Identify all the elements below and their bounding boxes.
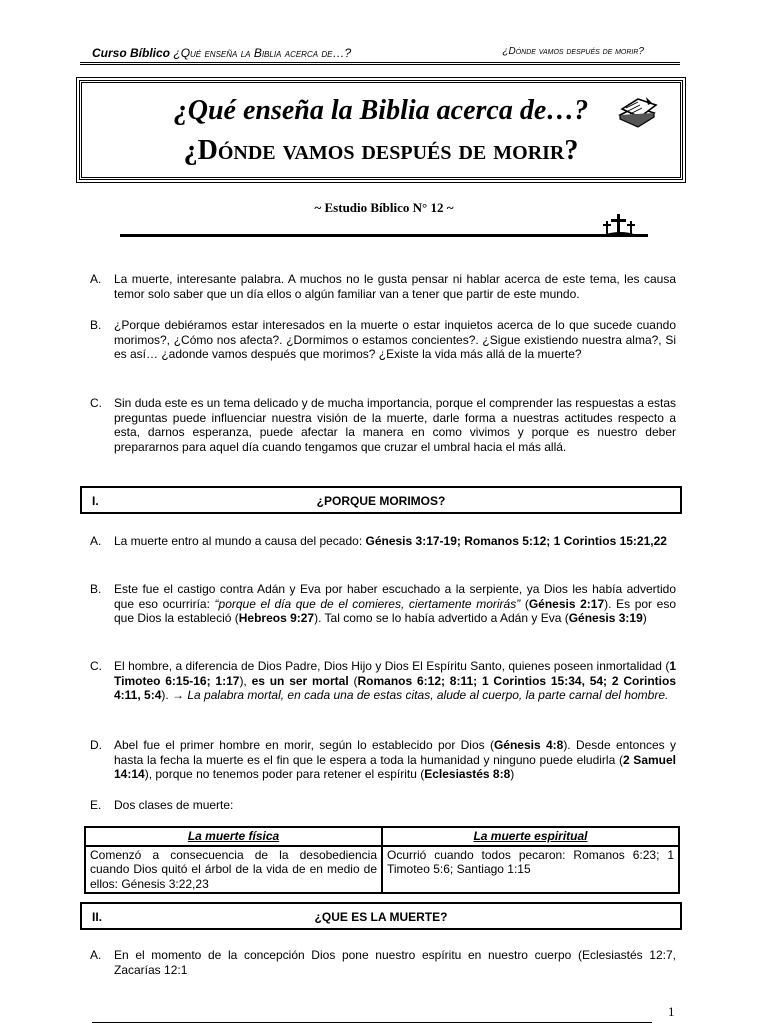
quote: “porque el día que de el comieres, ciertamente morirás” bbox=[214, 596, 521, 611]
item-text bbox=[114, 659, 676, 703]
table-cell-spiritual: Ocurrió cuando todos pecaron: Romanos 6:23; 1 Timoteo 5:6; Santiago 1:15 bbox=[382, 846, 679, 894]
header-course bbox=[92, 46, 351, 60]
table-header-spiritual: La muerte espiritual bbox=[382, 827, 679, 846]
item-text bbox=[114, 582, 676, 626]
section1-item-d bbox=[90, 738, 676, 782]
intro-item-a bbox=[90, 272, 676, 301]
item-marker: B. bbox=[90, 318, 102, 332]
intro-item-c bbox=[90, 396, 676, 454]
running-header bbox=[80, 44, 680, 63]
table-cell-physical: Comenzó a consecuencia de la desobediencia cuando Dios quitó el árbol de la vida de en medio de ellos: Génesis 3:22,23 bbox=[85, 846, 382, 894]
item-marker: C. bbox=[90, 659, 102, 673]
section-heading-1 bbox=[80, 486, 682, 514]
scripture-reference: Eclesiastés 8:8 bbox=[424, 767, 511, 782]
header-course-title: ¿Qué enseña la Biblia acerca de…? bbox=[173, 46, 352, 60]
scripture-reference: 2 Samuel 14:14 bbox=[114, 752, 676, 782]
scripture-reference: Génesis 3:17-19; Romanos 5:12; 1 Corintios 15:21,22 bbox=[365, 534, 667, 548]
text-run: ). Es por eso que Dios la estableció ( bbox=[114, 596, 677, 626]
section2-item-a bbox=[90, 948, 676, 977]
scripture-reference: Génesis 2:17 bbox=[528, 596, 605, 611]
section1-item-b bbox=[90, 582, 676, 626]
item-marker: E. bbox=[90, 798, 102, 812]
header-topic: ¿Dónde vamos después de morir? bbox=[502, 46, 644, 57]
section-number: II. bbox=[92, 910, 103, 924]
scripture-reference: Romanos 6:12; 8:11; 1 Corintios 15:34, 54; 2 Corintios 4:11, 5:4 bbox=[114, 673, 676, 703]
section-heading-2 bbox=[80, 902, 682, 930]
text-run: ), bbox=[239, 673, 252, 688]
three-crosses-icon bbox=[600, 212, 640, 236]
item-text: En el momento de la concepción Dios pone nuestro espíritu en nuestro cuerpo (Eclesiastés 12:7, Zacarías 12:1 bbox=[114, 948, 676, 977]
scripture-reference: Génesis 3:19 bbox=[568, 611, 643, 626]
item-marker: A. bbox=[90, 948, 102, 962]
header-course-label: Curso Bíblico bbox=[92, 46, 171, 60]
text-run: Abel fue el primer hombre en morir, según lo establecido por Dios ( bbox=[114, 738, 494, 752]
section-title: ¿PORQUE MORIMOS? bbox=[316, 494, 446, 508]
text-run: ( bbox=[348, 673, 358, 688]
header-rule bbox=[80, 64, 680, 65]
table-row bbox=[85, 846, 679, 894]
text-run: La muerte entro al mundo a causa del pecado: bbox=[114, 534, 366, 548]
section-number: I. bbox=[92, 494, 99, 508]
item-marker: A. bbox=[90, 272, 102, 286]
death-types-table bbox=[84, 826, 680, 894]
text-run: ), porque no tenemos poder para retener el espíritu ( bbox=[144, 767, 425, 782]
study-number: ~ Estudio Bíblico N° 12 ~ bbox=[314, 200, 454, 215]
footer-rule bbox=[92, 1022, 652, 1023]
item-text: La muerte, interesante palabra. A muchos no le gusta pensar ni hablar acerca de este tema, les causa temor solo saber que un día ellos o algún familiar van a tener que partir de este mundo. bbox=[114, 272, 676, 301]
item-text bbox=[114, 534, 676, 549]
text-run: El hombre, a diferencia de Dios Padre, Dios Hijo y Dios El Espíritu Santo, quienes poseen inmortalidad ( bbox=[114, 659, 670, 673]
item-text: Dos clases de muerte: bbox=[114, 798, 234, 812]
scripture-reference: Génesis 4:8 bbox=[493, 738, 564, 752]
table-header-physical: La muerte física bbox=[85, 827, 382, 846]
emphasis: es un ser mortal bbox=[251, 673, 349, 688]
intro-item-b bbox=[90, 318, 676, 362]
item-text: ¿Porque debiéramos estar interesados en la muerte o estar inquietos acerca de lo que sucede cuando morimos?, ¿Cómo nos afecta?. ¿Dormimos o estamos concientes?. ¿Sigue existiendo nuestra alma?, Si es así… ¿adonde vamos después que morimos? ¿Existe la vida más allá de la muerte? bbox=[114, 318, 676, 362]
text-run: ). Tal como se lo había advertido a Adán y Eva ( bbox=[314, 611, 569, 626]
text-run: ). Desde entonces y hasta la fecha la muerte es el fin que le espera a toda la humanidad y ninguno puede eludirla ( bbox=[114, 738, 676, 767]
page-number: 1 bbox=[668, 1004, 675, 1019]
text-run: ) bbox=[510, 767, 515, 782]
note: La palabra mortal, en cada una de estas citas, alude al cuerpo, la parte carnal del hombre. bbox=[187, 688, 669, 703]
title-box bbox=[79, 80, 683, 180]
item-marker: D. bbox=[90, 738, 102, 752]
open-book-icon bbox=[616, 93, 660, 133]
text-run: Este fue el castigo contra Adán y Eva por haber escuchado a la serpiente, ya Dios les había advertido que eso ocurriría: bbox=[114, 582, 676, 611]
item-marker: C. bbox=[90, 396, 102, 410]
item-marker: B. bbox=[90, 582, 102, 596]
section1-item-a bbox=[90, 534, 676, 549]
item-text bbox=[114, 738, 676, 782]
item-text: Sin duda este es un tema delicado y de mucha importancia, porque el comprender las respuestas a estas preguntas puede influenciar nuestra visión de la muerte, darle forma a nuestras actitudes respecto a esta, darnos esperanza, puede afectar la manera en como vivimos y porque es nuestro deber prepararnos para aquel día cuando tengamos que cruzar el umbral hacia el más allá. bbox=[114, 396, 676, 454]
item-marker: A. bbox=[90, 534, 102, 548]
scripture-reference: Hebreos 9:27 bbox=[238, 611, 315, 626]
section1-item-c bbox=[90, 659, 676, 703]
scripture-reference: 1 Timoteo 6:15-16; 1:17 bbox=[114, 659, 676, 688]
table-header-row bbox=[85, 827, 679, 846]
text-run: ( bbox=[520, 596, 529, 611]
study-rule bbox=[120, 234, 648, 237]
text-run: ) bbox=[642, 611, 647, 626]
section1-item-e bbox=[90, 798, 676, 813]
section-title: ¿QUE ES LA MUERTE? bbox=[314, 910, 448, 924]
text-run: ). → bbox=[161, 688, 188, 703]
title-line-1: ¿Qué enseña la Biblia acerca de…? bbox=[173, 95, 589, 126]
title-line-2: ¿Dónde vamos después de morir? bbox=[183, 135, 579, 166]
